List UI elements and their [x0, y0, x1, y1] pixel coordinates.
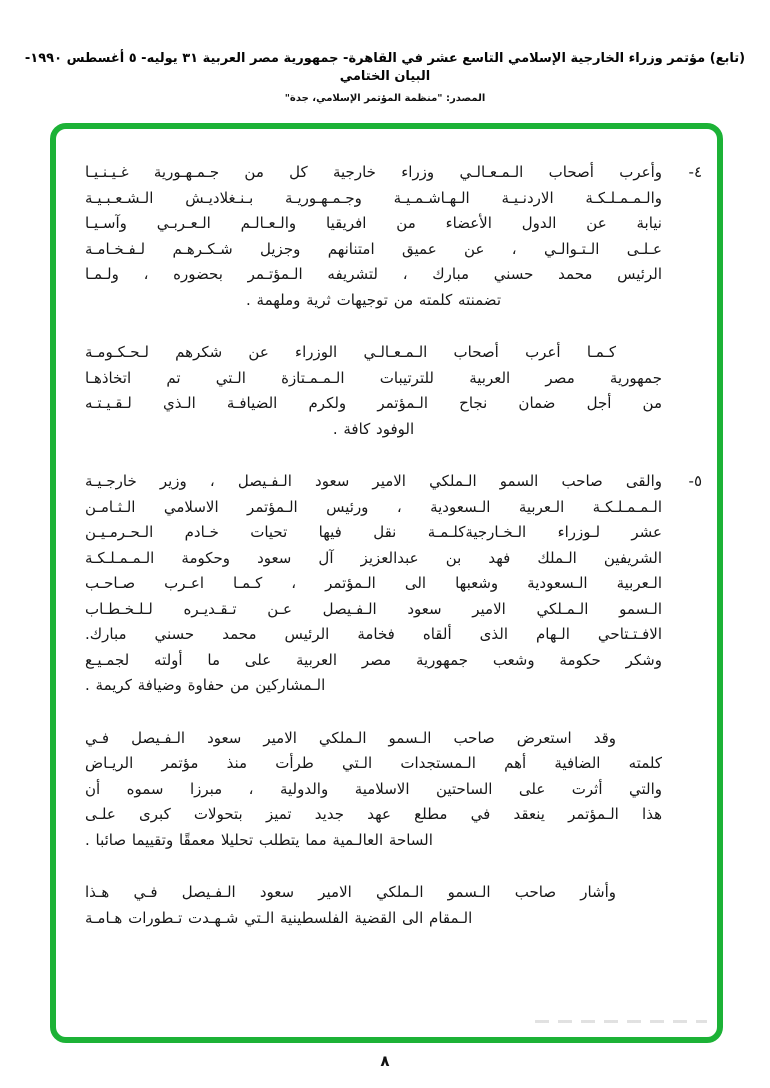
text-line: الـمشاركين من حفاوة وضيافة كريمة . [85, 676, 326, 694]
text-line: وشكر حكومة وشعب جمهورية مصر العربية على ما أولته لجمـيـع [85, 650, 662, 669]
text-line: والـمـمـلـكـة الاردنـيـة الـهـاشـمـيـة وجـمـهـوريـة بـنـغلاديـش الـشـعـبـيـة [85, 188, 662, 207]
document-body [85, 160, 710, 958]
text-line: وأشار صاحب الـسمو الـملكي الامير سعود الـفـيصل فـي هـذا [85, 883, 616, 901]
text-line: كـمـا أعرب أصحاب الـمـعـالـي الوزراء عن شكرهم لـحـكـومـة [85, 343, 616, 361]
paragraph-4 [85, 160, 710, 313]
paragraph-5 [85, 469, 710, 699]
text-line: عشر لـوزراء الـخـارجيةكلـمـة نقل فيها تحيات خـادم الـحـرمـيـن [85, 523, 662, 541]
paragraph-number [662, 726, 710, 854]
text-line: الـمقام الى القضية الفلسطينية الـتي شـهـدت تـطورات هـامـة [85, 908, 473, 927]
document-source-line: المصدر: "منظمة المؤتمر الإسلامي، جدة" [284, 93, 486, 105]
paragraph-number [662, 340, 710, 442]
page-number: ٨ [380, 1052, 390, 1070]
text-line: والقى صاحب السمو الـملكي الامير سعود الـفـيصل ، وزير خارجـيـة [85, 472, 662, 490]
text-line: الافـتـتاحي الـهام الذى ألقاه فخامة الرئيس محمد حسني مبارك. [85, 625, 662, 643]
paragraph-number: ٤- [688, 163, 702, 181]
text-line: الوفود كافة . [332, 419, 415, 438]
text-line: عـلـى الـتـوالـي ، عن عميق امتنانهم وجزيل شـكـرهـم لـفـخـامـة [85, 239, 662, 258]
text-line: الرئيس محمد حسني مبارك ، لتشريفه الـمؤتـمر بحضوره ، ولـمـا [85, 265, 662, 283]
text-line: الـمـمـلـكـة الـعربية الـسعودية ، ورئيس الـمؤتمر الاسلامي الـثـامـن [85, 497, 662, 516]
paragraph-number: ٥- [688, 472, 702, 490]
scan-artifact [535, 1020, 707, 1023]
page-header [18, 50, 752, 104]
document-title: (تابع) مؤتمر وزراء الخارجية الإسلامي التاسع عشر في القاهرة- جمهورية مصر العربية ٣١ يوليه- ٥ أغسطس ١٩٩٠- البيان الختامي [24, 51, 746, 84]
text-line: الشريفين الـملك فهد بن عبدالعزيز آل سعود وحكومة الـمـمـلـكـة [85, 548, 662, 567]
text-line: تضمنته كلمته من توجيهات ثرية وملهمة . [246, 290, 501, 309]
paragraph-palestine [85, 880, 710, 931]
paragraph-review [85, 726, 710, 854]
paragraph-thanks-egypt [85, 340, 710, 442]
paragraph-number [662, 880, 710, 931]
text-line: من أجل ضمان نجاح الـمؤتمر ولكرم الضيافـة الـذي لـقـيـتـه [85, 394, 662, 412]
text-line: وأعرب أصحاب الـمـعـالـي وزراء خارجية كل من جـمـهـورية غـيـنـيـا [85, 163, 662, 181]
text-line: وقد استعرض صاحب الـسمو الـملكي الامير سعود الـفـيصل فـي [85, 728, 616, 747]
text-line: الساحة العالـمية مما يتطلب تحليلا معمقًا وتقييما صائبا . [85, 830, 433, 849]
text-line: والتي أثرت على الساحتين الاسلامية والدولية ، مبرزا سموه أن [85, 779, 662, 798]
text-line: نيابة عن الدول الأعضاء من افريقيا والـعـالـم الـعـربـي وآسـيـا [85, 214, 662, 232]
text-line: كلمته الضافية أهم الـمستجدات الـتي طرأت منذ مؤتمر الريـاض [85, 754, 662, 772]
text-line: الـسمو الـمـلكي الامير سعود الـفـيصل عـن تـقـديـره لـلـخـطـاب [85, 599, 662, 618]
text-line: جمهورية مصر العربية للترتيبات الـمـمـتازة الـتي تم اتخاذهـا [85, 368, 662, 387]
text-line: هذا الـمؤتمر ينعقد في مطلع عهد جديد تميز بتحولات كبرى علـى [85, 805, 662, 823]
text-line: الـعربية الـسعودية وشعبها الى الـمؤتمر ، كـمـا اعـرب صـاحـب [85, 574, 662, 592]
